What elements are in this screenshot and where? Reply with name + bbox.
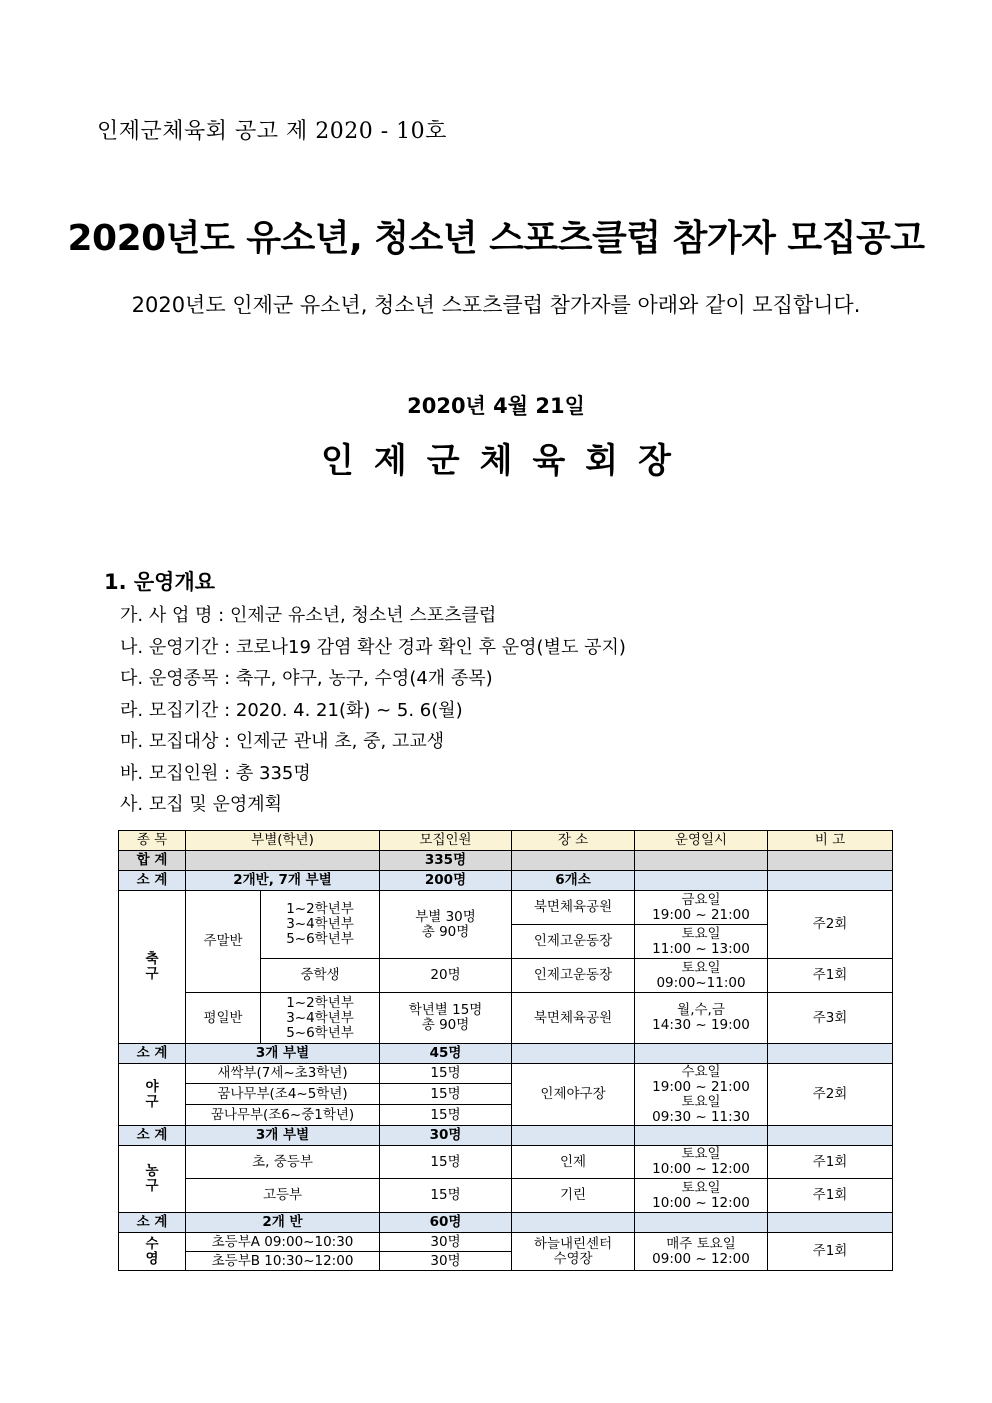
table-row-subtotal: 소 계 3개 부별 45명	[119, 1044, 893, 1064]
count-cell: 15명	[380, 1084, 512, 1105]
table-row	[119, 1179, 893, 1213]
division-cell: 고등부	[186, 1179, 380, 1213]
place-cell: 인제야구장	[512, 1064, 635, 1126]
total-label: 합 계	[119, 851, 186, 871]
division-cell: 꿈나무부(조4~5학년)	[186, 1084, 380, 1105]
table-row	[119, 993, 893, 1044]
list-item: 마. 모집대상 : 인제군 관내 초, 중, 고교생	[120, 731, 445, 752]
intro-text: 2020년도 인제군 유소년, 청소년 스포츠클럽 참가자를 아래와 같이 모집합니다.	[131, 293, 861, 317]
sport-label: 야 구	[119, 1064, 186, 1126]
time-cell: 토요일 09:00~11:00	[635, 959, 768, 993]
page-title: 2020년도 유소년, 청소년 스포츠클럽 참가자 모집공고	[67, 218, 925, 259]
header-cell: 비 고	[768, 831, 893, 851]
time-cell: 월,수,금 14:30 ~ 19:00	[635, 993, 768, 1044]
note-cell: 주2회	[768, 891, 893, 959]
list-item: 다. 운영종목 : 축구, 야구, 농구, 수영(4개 종목)	[120, 668, 493, 689]
total-count: 335명	[380, 851, 512, 871]
header-cell: 운영일시	[635, 831, 768, 851]
header-cell: 모집인원	[380, 831, 512, 851]
sport-label: 수 영	[119, 1233, 186, 1271]
time-cell: 토요일 10:00 ~ 12:00	[635, 1179, 768, 1213]
grade-cell: 1~2학년부 3~4학년부 5~6학년부	[261, 993, 380, 1044]
place-cell: 인제고운동장	[512, 959, 635, 993]
class-label: 주말반	[186, 891, 261, 993]
table-row-subtotal: 소 계 2개반, 7개 부별 200명 6개소	[119, 871, 893, 891]
overview-list	[120, 600, 626, 821]
table-row	[119, 1064, 893, 1084]
notice-date: 2020년 4월 21일	[407, 394, 585, 418]
division-cell: 초, 중등부	[186, 1146, 380, 1179]
place-cell: 하늘내린센터 수영장	[512, 1233, 635, 1271]
count-cell: 20명	[380, 959, 512, 993]
count-cell: 15명	[380, 1064, 512, 1084]
note-cell: 주1회	[768, 1179, 893, 1213]
count-cell: 부별 30명 총 90명	[380, 891, 512, 959]
division-cell: 초등부B 10:30~12:00	[186, 1252, 380, 1271]
place-cell: 인제고운동장	[512, 925, 635, 959]
note-cell: 주1회	[768, 959, 893, 993]
note-cell: 주2회	[768, 1064, 893, 1126]
table-row	[119, 891, 893, 925]
header-cell: 장 소	[512, 831, 635, 851]
count-cell: 학년별 15명 총 90명	[380, 993, 512, 1044]
place-cell: 북면체육공원	[512, 993, 635, 1044]
organization-name: 인제군체육회장	[321, 441, 691, 481]
count-cell: 15명	[380, 1179, 512, 1213]
division-cell: 초등부A 09:00~10:30	[186, 1233, 380, 1252]
count-cell: 30명	[380, 1233, 512, 1252]
time-cell: 금요일 19:00 ~ 21:00	[635, 891, 768, 925]
time-cell: 토요일 11:00 ~ 13:00	[635, 925, 768, 959]
section-title: 1. 운영개요	[104, 570, 216, 594]
class-label: 평일반	[186, 993, 261, 1044]
list-item: 바. 모집인원 : 총 335명	[120, 762, 311, 784]
count-cell: 30명	[380, 1252, 512, 1271]
grade-cell: 중학생	[261, 959, 380, 993]
time-cell: 매주 토요일 09:00 ~ 12:00	[635, 1233, 768, 1271]
place-cell: 인제	[512, 1146, 635, 1179]
division-cell: 꿈나무부(조6~중1학년)	[186, 1105, 380, 1126]
note-cell: 주1회	[768, 1146, 893, 1179]
table-row-subtotal: 소 계 2개 반 60명	[119, 1213, 893, 1233]
table-row	[119, 1233, 893, 1252]
table-header-row	[119, 831, 893, 851]
note-cell: 주3회	[768, 993, 893, 1044]
division-cell: 새싹부(7세~초3학년)	[186, 1064, 380, 1084]
count-cell: 15명	[380, 1146, 512, 1179]
list-item: 사. 모집 및 운영계획	[120, 794, 282, 815]
note-cell: 주1회	[768, 1233, 893, 1271]
table-row-subtotal: 소 계 3개 부별 30명	[119, 1126, 893, 1146]
recruitment-plan-table	[118, 830, 893, 1271]
sport-label: 축 구	[119, 891, 186, 1044]
table-row-total	[119, 851, 893, 871]
sport-label: 농 구	[119, 1146, 186, 1213]
place-cell: 북면체육공원	[512, 891, 635, 925]
time-cell: 토요일 10:00 ~ 12:00	[635, 1146, 768, 1179]
notice-number: 인제군체육회 공고 제 2020 - 10호	[97, 119, 447, 144]
list-item: 가. 사 업 명 : 인제군 유소년, 청소년 스포츠클럽	[120, 605, 497, 626]
header-cell: 종 목	[119, 831, 186, 851]
table-row	[119, 1146, 893, 1179]
list-item: 나. 운영기간 : 코로나19 감염 확산 경과 확인 후 운영(별도 공지)	[120, 636, 626, 658]
grade-cell: 1~2학년부 3~4학년부 5~6학년부	[261, 891, 380, 959]
time-cell: 수요일 19:00 ~ 21:00 토요일 09:30 ~ 11:30	[635, 1064, 768, 1126]
count-cell: 15명	[380, 1105, 512, 1126]
list-item: 라. 모집기간 : 2020. 4. 21(화) ~ 5. 6(월)	[120, 699, 463, 721]
place-cell: 기린	[512, 1179, 635, 1213]
header-cell: 부별(학년)	[186, 831, 380, 851]
